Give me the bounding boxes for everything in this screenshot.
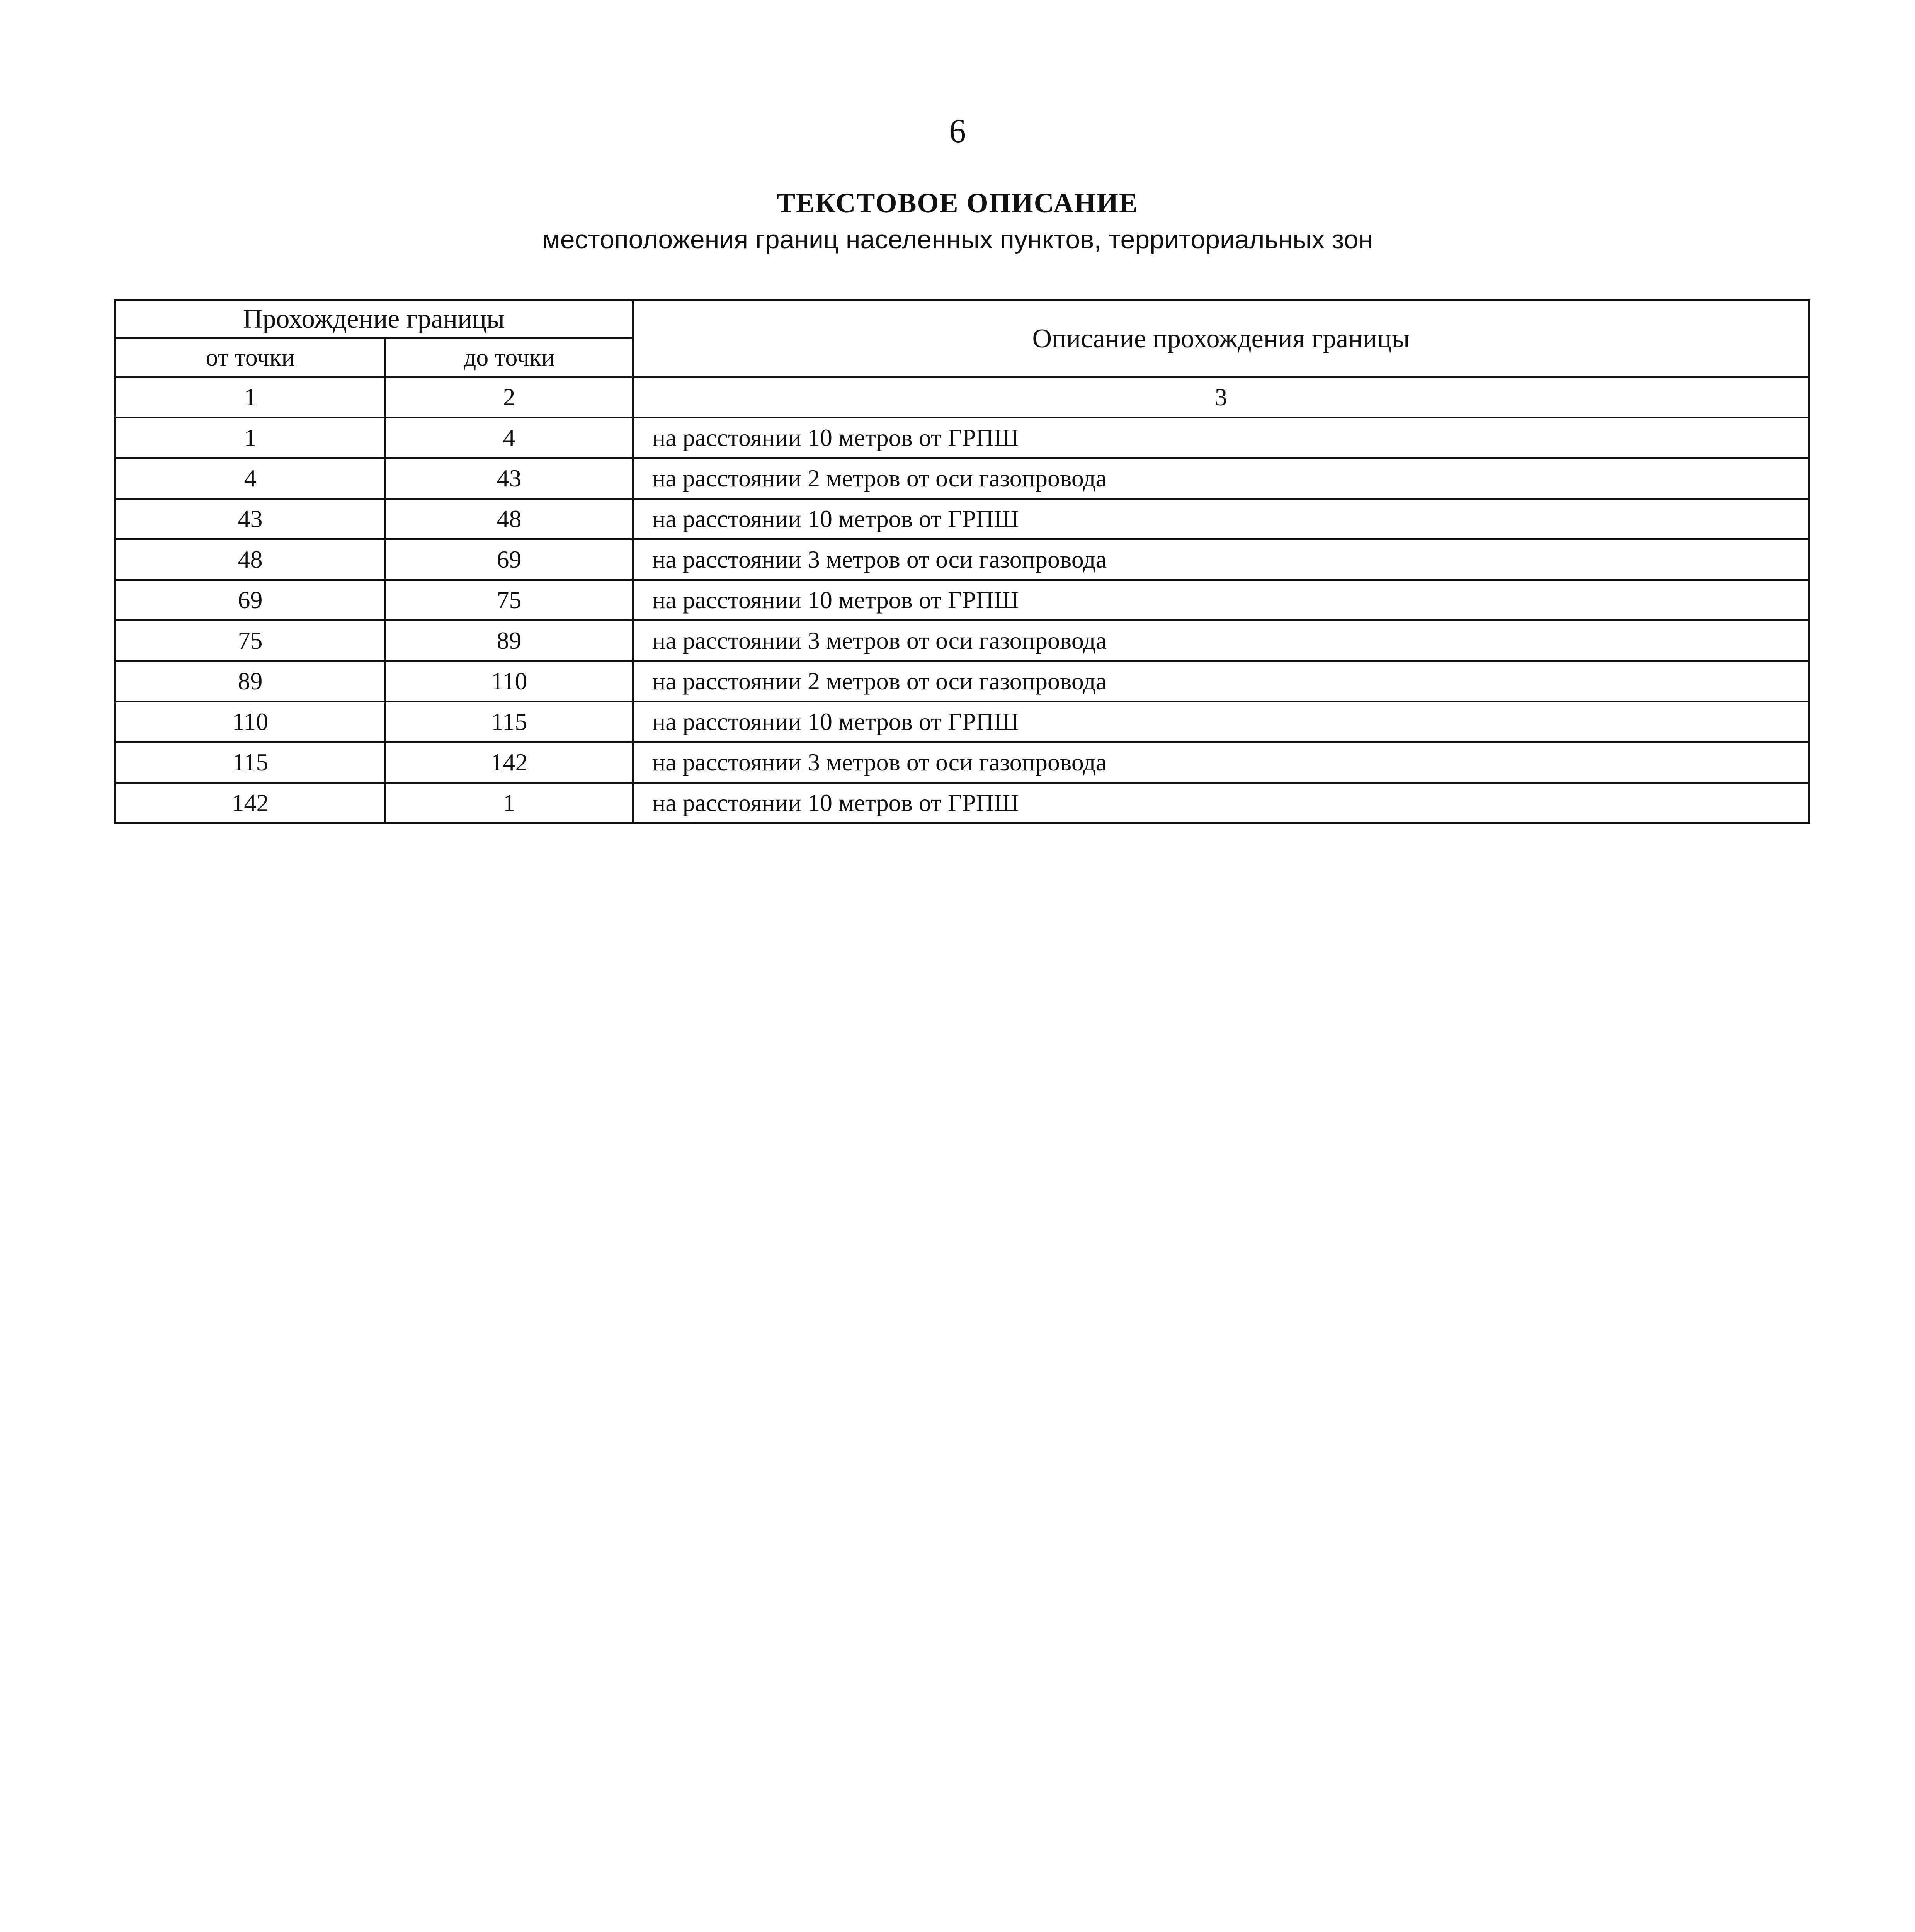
from-point-cell: 48 [115, 539, 386, 580]
header-from-point: от точки [115, 338, 386, 377]
description-cell: на расстоянии 10 метров от ГРПШ [633, 702, 1810, 742]
to-point-cell: 43 [386, 458, 633, 499]
table-row [115, 580, 1810, 621]
to-point-cell: 48 [386, 499, 633, 539]
table-row [115, 499, 1810, 539]
description-cell: на расстоянии 3 метров от оси газопровода [633, 742, 1810, 783]
to-point-cell: 69 [386, 539, 633, 580]
table-row [115, 702, 1810, 742]
description-cell: на расстоянии 2 метров от оси газопровода [633, 458, 1810, 499]
table-row [115, 661, 1810, 702]
from-point-cell: 69 [115, 580, 386, 621]
from-point-cell: 75 [115, 621, 386, 661]
from-point-cell: 1 [115, 418, 386, 458]
description-cell: на расстоянии 10 метров от ГРПШ [633, 580, 1810, 621]
from-point-cell: 110 [115, 702, 386, 742]
header-description: Описание прохождения границы [633, 301, 1810, 377]
to-point-cell: 110 [386, 661, 633, 702]
description-cell: на расстоянии 2 метров от оси газопровода [633, 661, 1810, 702]
from-point-cell: 142 [115, 783, 386, 823]
column-number: 3 [633, 377, 1810, 418]
column-number-row [115, 377, 1810, 418]
header-boundary-passage: Прохождение границы [115, 301, 633, 338]
table-row [115, 418, 1810, 458]
to-point-cell: 142 [386, 742, 633, 783]
column-number: 2 [386, 377, 633, 418]
to-point-cell: 4 [386, 418, 633, 458]
description-cell: на расстоянии 3 метров от оси газопровода [633, 621, 1810, 661]
document-title: ТЕКСТОВОЕ ОПИСАНИЕ [776, 187, 1139, 218]
description-cell: на расстоянии 3 метров от оси газопровода [633, 539, 1810, 580]
to-point-cell: 75 [386, 580, 633, 621]
description-cell: на расстоянии 10 метров от ГРПШ [633, 499, 1810, 539]
from-point-cell: 43 [115, 499, 386, 539]
table-row [115, 458, 1810, 499]
to-point-cell: 89 [386, 621, 633, 661]
from-point-cell: 115 [115, 742, 386, 783]
to-point-cell: 1 [386, 783, 633, 823]
table-row [115, 621, 1810, 661]
to-point-cell: 115 [386, 702, 633, 742]
description-cell: на расстоянии 10 метров от ГРПШ [633, 418, 1810, 458]
column-number: 1 [115, 377, 386, 418]
table-row [115, 539, 1810, 580]
description-cell: на расстоянии 10 метров от ГРПШ [633, 783, 1810, 823]
header-to-point: до точки [386, 338, 633, 377]
boundary-description-table [114, 299, 1810, 824]
table-header-row [115, 301, 1810, 338]
from-point-cell: 4 [115, 458, 386, 499]
table-row [115, 783, 1810, 823]
page-number: 6 [949, 112, 966, 150]
from-point-cell: 89 [115, 661, 386, 702]
document-subtitle: местоположения границ населенных пунктов, территориальных зон [542, 225, 1373, 254]
table-row [115, 742, 1810, 783]
